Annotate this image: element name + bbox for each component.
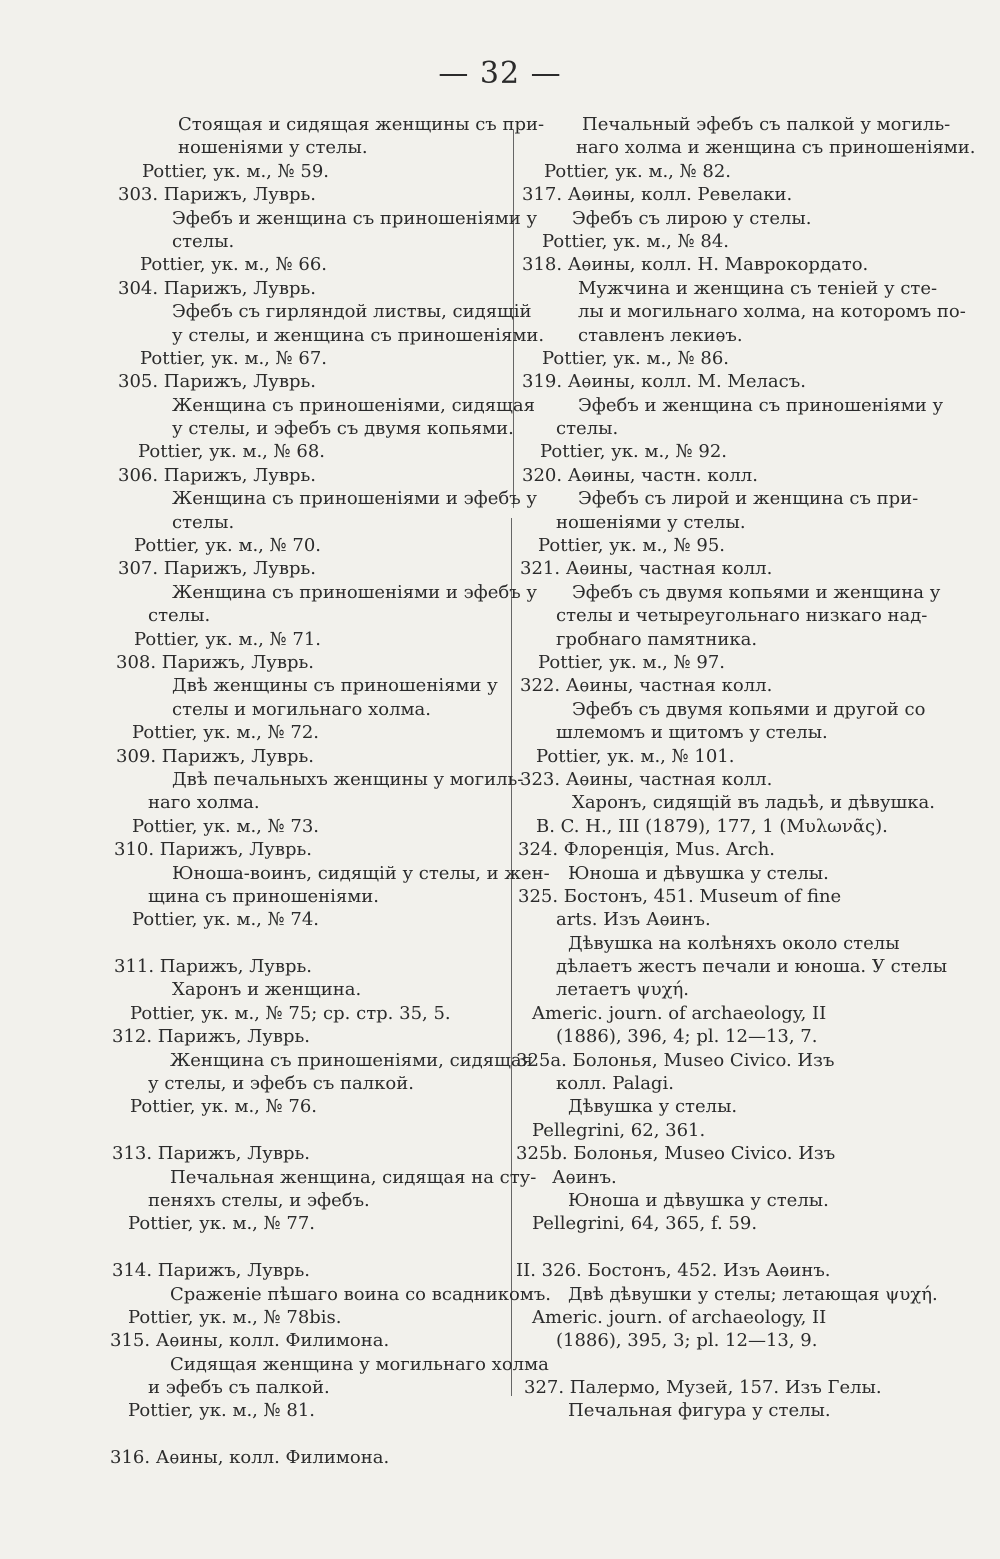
text-line: arts. Изъ Аѳинъ. bbox=[556, 909, 711, 931]
text-line: 322. Аѳины, частная колл. bbox=[520, 675, 773, 697]
text-line: B. C. H., III (1879), 177, 1 (Μυλωνᾶς). bbox=[536, 815, 888, 837]
text-line: 325b. Болонья, Museo Civico. Изъ bbox=[516, 1143, 836, 1165]
text-line: 311. Парижъ, Луврь. bbox=[114, 956, 312, 978]
text-line: Женщина съ приношеніями и эфебъ у bbox=[172, 488, 538, 510]
text-line: ставленъ лекиѳъ. bbox=[578, 324, 743, 346]
text-line: Харонъ и женщина. bbox=[172, 979, 362, 1001]
text-line: Pottier, ук. м., № 97. bbox=[538, 651, 725, 673]
text-line: Двѣ печальныхъ женщины у могиль- bbox=[172, 768, 524, 790]
text-line: и эфебъ съ палкой. bbox=[148, 1377, 330, 1399]
text-line: Pottier, ук. м., № 68. bbox=[138, 441, 325, 463]
blank-line bbox=[108, 1236, 510, 1259]
text-line: Печальная фигура у стелы. bbox=[568, 1400, 831, 1422]
text-line: Pellegrini, 64, 365, f. 59. bbox=[532, 1213, 758, 1235]
text-line: у стелы, и эфебъ съ двумя копьями. bbox=[172, 418, 514, 440]
text-line: Pottier, ук. м., № 73. bbox=[132, 815, 319, 837]
text-line: шлемомъ и щитомъ у стелы. bbox=[556, 722, 828, 744]
text-line: Женщина съ приношеніями и эфебъ у bbox=[172, 581, 538, 603]
text-line: стелы и могильнаго холма. bbox=[172, 698, 431, 720]
text-line: (1886), 395, 3; pl. 12—13, 9. bbox=[556, 1330, 818, 1352]
text-line: 310. Парижъ, Луврь. bbox=[114, 839, 312, 861]
text-line: Americ. journ. of archaeology, II bbox=[532, 1002, 827, 1024]
text-line: Pottier, ук. м., № 82. bbox=[544, 160, 731, 182]
text-line: 313. Парижъ, Луврь. bbox=[112, 1143, 310, 1165]
right-column bbox=[516, 113, 976, 1423]
text-line: Pottier, ук. м., № 75; ср. стр. 35, 5. bbox=[130, 1002, 451, 1024]
text-line: 308. Парижъ, Луврь. bbox=[116, 651, 314, 673]
text-line: 314. Парижъ, Луврь. bbox=[112, 1260, 310, 1282]
text-line: 325a. Болонья, Museo Civico. Изъ bbox=[516, 1049, 835, 1071]
text-line: 327. Палермо, Музей, 157. Изъ Гелы. bbox=[524, 1377, 882, 1399]
text-line: летаетъ ψυχή. bbox=[556, 979, 690, 1001]
text-line: Pottier, ук. м., № 101. bbox=[536, 745, 735, 767]
text-line: дѣлаетъ жестъ печали и юноша. У стелы bbox=[556, 956, 948, 978]
text-line: Дѣвушка на колѣняхъ около стелы bbox=[568, 932, 900, 954]
page-number: — 32 — bbox=[438, 56, 562, 91]
text-line: стелы. bbox=[172, 511, 235, 533]
text-line: Pottier, ук. м., № 76. bbox=[130, 1096, 317, 1118]
text-line: 307. Парижъ, Луврь. bbox=[118, 558, 316, 580]
text-line: 306. Парижъ, Луврь. bbox=[118, 464, 316, 486]
text-line: 324. Флоренція, Mus. Arch. bbox=[518, 839, 776, 861]
text-line: наго холма и женщина съ приношеніями. bbox=[576, 137, 976, 159]
blank-line bbox=[108, 1119, 510, 1142]
text-line: Женщина съ приношеніями, сидящая bbox=[170, 1049, 533, 1071]
text-line: 317. Аѳины, колл. Ревелаки. bbox=[522, 184, 793, 206]
text-line: Юноша и дѣвушка у стелы. bbox=[568, 862, 829, 884]
text-line: Сидящая женщина у могильнаго холма bbox=[170, 1353, 549, 1375]
text-line: Pottier, ук. м., № 92. bbox=[540, 441, 727, 463]
text-line: Двѣ дѣвушки у стелы; летающая ψυχή. bbox=[568, 1283, 938, 1305]
text-line: 319. Аѳины, колл. М. Меласъ. bbox=[522, 371, 806, 393]
text-line: Эфебъ и женщина съ приношеніями у bbox=[172, 207, 538, 229]
text-line: Эфебъ съ гирляндой листвы, сидящій bbox=[172, 301, 532, 323]
text-line: Pottier, ук. м., № 77. bbox=[128, 1213, 315, 1235]
text-line: Юноша-воинъ, сидящій у стелы, и жен- bbox=[172, 862, 550, 884]
text-line: Юноша и дѣвушка у стелы. bbox=[568, 1189, 829, 1211]
text-line: Печальный эфебъ съ палкой у могиль- bbox=[582, 114, 951, 135]
text-line: Эфебъ съ лирою у стелы. bbox=[572, 207, 812, 229]
text-line: стелы. bbox=[172, 230, 235, 252]
blank-line bbox=[108, 932, 510, 955]
text-line: Женщина съ приношеніями, сидящая bbox=[172, 394, 535, 416]
text-line: Эфебъ съ двумя копьями и женщина у bbox=[572, 581, 941, 603]
text-line: 315. Аѳины, колл. Филимона. bbox=[110, 1330, 390, 1352]
text-line: Мужчина и женщина съ теніей у сте- bbox=[578, 277, 938, 299]
text-line: Pellegrini, 62, 361. bbox=[532, 1119, 706, 1141]
text-line: Эфебъ и женщина съ приношеніями у bbox=[578, 394, 944, 416]
text-line: гробнаго памятника. bbox=[556, 628, 758, 650]
text-line: Pottier, ук. м., № 74. bbox=[132, 909, 319, 931]
text-line: Americ. journ. of archaeology, II bbox=[532, 1306, 827, 1328]
text-line: лы и могильнаго холма, на которомъ по- bbox=[578, 301, 966, 323]
blank-line bbox=[108, 1423, 510, 1446]
text-line: (1886), 396, 4; pl. 12—13, 7. bbox=[556, 1026, 818, 1048]
text-line: наго холма. bbox=[148, 792, 260, 814]
text-line: Pottier, ук. м., № 71. bbox=[134, 628, 321, 650]
text-line: 318. Аѳины, колл. Н. Маврокордато. bbox=[522, 254, 869, 276]
text-line: 325. Бостонъ, 451. Museum of fine bbox=[518, 885, 842, 907]
text-line: Pottier, ук. м., № 72. bbox=[132, 722, 319, 744]
text-line: стелы и четыреугольнаго низкаго над- bbox=[556, 605, 928, 627]
text-line: Pottier, ук. м., № 67. bbox=[140, 347, 327, 369]
text-line: Дѣвушка у стелы. bbox=[568, 1096, 738, 1118]
text-line: Pottier, ук. м., № 66. bbox=[140, 254, 327, 276]
text-line: 303. Парижъ, Луврь. bbox=[118, 184, 316, 206]
text-line: Pottier, ук. м., № 95. bbox=[538, 535, 725, 557]
left-column bbox=[108, 113, 552, 1470]
text-line: Pottier, ук. м., № 84. bbox=[542, 230, 729, 252]
text-line: Сраженіе пѣшаго воина со всадникомъ. bbox=[170, 1283, 552, 1305]
text-line: у стелы, и женщина съ приношеніями. bbox=[172, 324, 545, 346]
text-line: Pottier, ук. м., № 78bis. bbox=[128, 1306, 342, 1328]
text-line: 323. Аѳины, частная колл. bbox=[520, 768, 773, 790]
text-line: 309. Парижъ, Луврь. bbox=[116, 745, 314, 767]
text-line: Pottier, ук. м., № 70. bbox=[134, 535, 321, 557]
text-line: щина съ приношеніями. bbox=[148, 885, 380, 907]
text-line: стелы. bbox=[148, 605, 211, 627]
text-line: 305. Парижъ, Луврь. bbox=[118, 371, 316, 393]
text-line: у стелы, и эфебъ съ палкой. bbox=[148, 1073, 414, 1095]
text-line: Харонъ, сидящій въ ладьѣ, и дѣвушка. bbox=[572, 792, 935, 814]
text-line: 321. Аѳины, частная колл. bbox=[520, 558, 773, 580]
text-line: Pottier, ук. м., № 86. bbox=[542, 347, 729, 369]
text-line: 316. Аѳины, колл. Филимона. bbox=[110, 1447, 390, 1469]
text-line: колл. Palagi. bbox=[556, 1073, 674, 1095]
text-line: стелы. bbox=[556, 418, 619, 440]
column-divider-bottom bbox=[511, 518, 512, 1396]
text-line: Pottier, ук. м., № 81. bbox=[128, 1400, 315, 1422]
text-line: ношеніями у стелы. bbox=[556, 511, 746, 533]
text-line: Печальная женщина, сидящая на сту- bbox=[170, 1166, 537, 1188]
text-line: пеняхъ стелы, и эфебъ. bbox=[148, 1189, 370, 1211]
text-line: Аѳинъ. bbox=[552, 1166, 617, 1188]
text-line: Эфебъ съ лирой и женщина съ при- bbox=[578, 488, 919, 510]
blank-line bbox=[516, 1236, 910, 1259]
text-line: 320. Аѳины, частн. колл. bbox=[522, 464, 758, 486]
blank-line bbox=[516, 1353, 910, 1376]
text-line: Pottier, ук. м., № 59. bbox=[142, 160, 329, 182]
text-line: 312. Парижъ, Луврь. bbox=[112, 1026, 310, 1048]
text-line: ношеніями у стелы. bbox=[178, 137, 368, 159]
text-line: 304. Парижъ, Луврь. bbox=[118, 277, 316, 299]
text-line: II. 326. Бостонъ, 452. Изъ Аѳинъ. bbox=[516, 1260, 831, 1282]
text-line: Стоящая и сидящая женщины съ при- bbox=[178, 114, 545, 135]
text-line: Эфебъ съ двумя копьями и другой со bbox=[572, 698, 926, 720]
text-line: Двѣ женщины съ приношеніями у bbox=[172, 675, 498, 697]
